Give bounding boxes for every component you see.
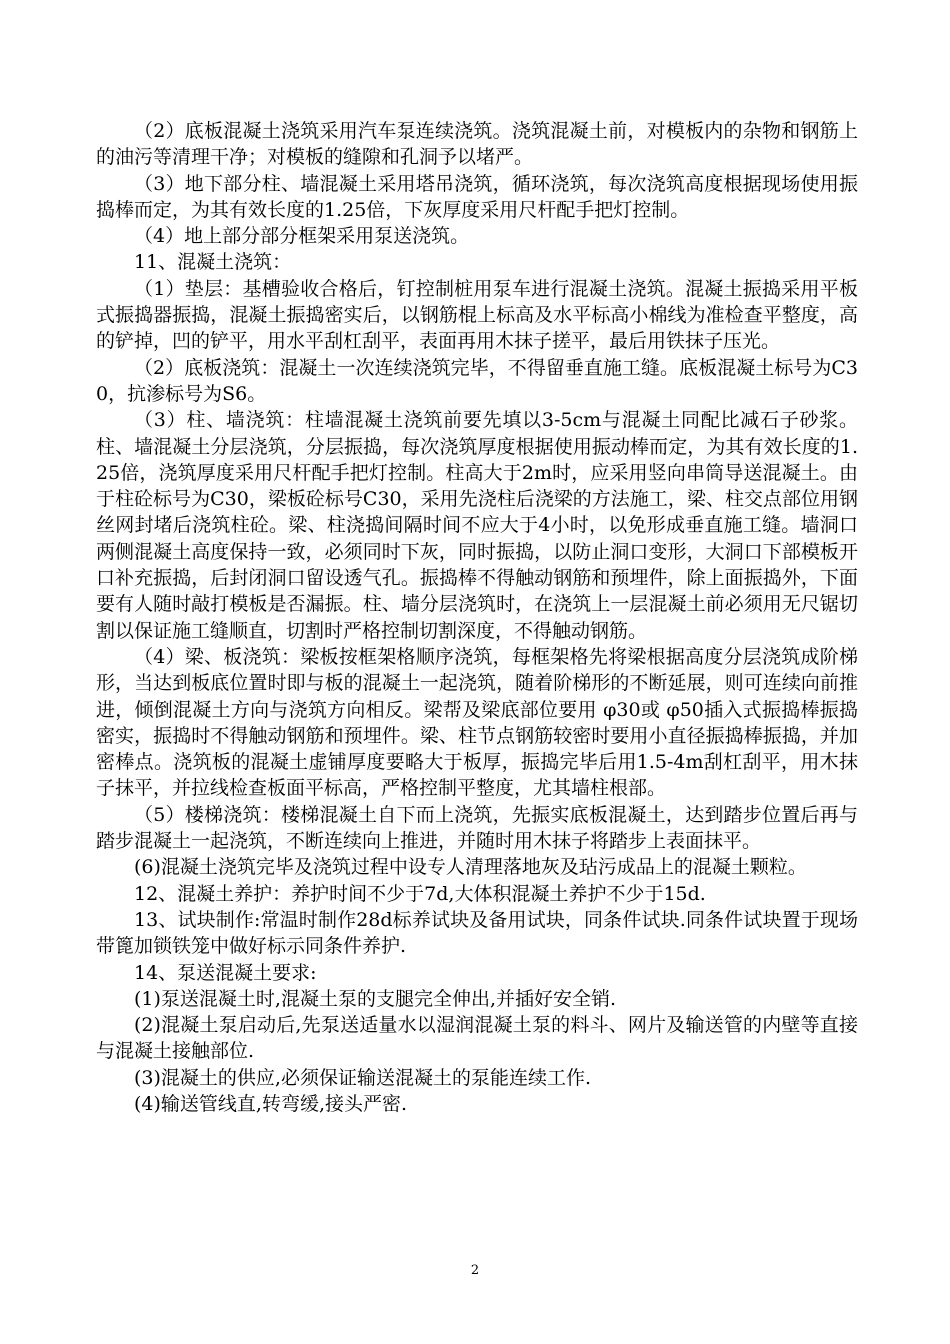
paragraph: （4）梁、板浇筑：梁板按框架格顺序浇筑，每框架格先将梁根据高度分层浇筑成阶梯形，当达到板底位置时即与板的混凝土一起浇筑，随着阶梯形的不断延展，则可连续向前推进，倾倒混凝土方向与浇筑方向相反。梁帮及梁底部位要用 φ30或 φ50插入式振捣棒振捣密实，振捣时不得触动钢筋和预埋件。梁、柱节点钢筋较密时要用小直径振捣棒振捣，并加密棒点。浇筑板的混凝土虚铺厚度要略大于板厚，振捣完毕后用1.5-4m刮杠刮平，用木抹子抹平，并拉线检查板面平标高，严格控制平整度，尤其墙柱根部。 bbox=[96, 645, 858, 800]
paragraph: （2）底板浇筑：混凝土一次连续浇筑完毕，不得留垂直施工缝。底板混凝土标号为C30，抗渗标号为S6。 bbox=[96, 356, 858, 405]
paragraph: （1）垫层：基槽验收合格后，钉控制桩用泵车进行混凝土浇筑。混凝土振捣采用平板式振捣器振捣，混凝土振捣密实后，以钢筋棍上标高及水平标高小棉线为准检查平整度，高的铲掉，凹的铲平，用水平刮杠刮平，表面再用木抹子搓平，最后用铁抹子压光。 bbox=[96, 277, 858, 353]
paragraph: (4)输送管线直,转弯缓,接头严密. bbox=[134, 1092, 408, 1115]
page-number: 2 bbox=[470, 1263, 480, 1278]
paragraph: （2）底板混凝土浇筑采用汽车泵连续浇筑。浇筑混凝土前，对模板内的杂物和钢筋上的油污等清理干净；对模板的缝隙和孔洞予以堵严。 bbox=[96, 120, 858, 169]
section-heading: 12、混凝土养护：养护时间不少于7d,大体积混凝土养护不少于15d. bbox=[134, 882, 706, 905]
paragraph: （3）地下部分柱、墙混凝土采用塔吊浇筑，循环浇筑，每次浇筑高度根据现场使用振捣棒而定，为其有效长度的1.25倍，下灰厚度采用尺杆配手把灯控制。 bbox=[96, 172, 858, 221]
paragraph: （4）地上部分部分框架采用泵送浇筑。 bbox=[134, 225, 470, 248]
section-heading: 11、混凝土浇筑： bbox=[134, 251, 292, 274]
body-text bbox=[96, 118, 858, 1117]
paragraph: (2)混凝土泵启动后,先泵送适量水以湿润混凝土泵的料斗、网片及输送管的内壁等直接与混凝土接触部位. bbox=[96, 1014, 858, 1063]
paragraph: （5）楼梯浇筑：楼梯混凝土自下而上浇筑，先振实底板混凝土，达到踏步位置后再与踏步混凝土一起浇筑，不断连续向上推进，并随时用木抹子将踏步上表面抹平。 bbox=[96, 803, 858, 853]
paragraph: （3）柱、墙浇筑：柱墙混凝土浇筑前要先填以3-5cm与混凝土同配比减石子砂浆。柱、墙混凝土分层浇筑，分层振捣，每次浇筑厚度根据使用振动棒而定，为其有效长度的1.25倍，浇筑厚度采用尺杆配手把灯控制。柱高大于2m时，应采用竖向串筒导送混凝土。由于柱砼标号为C30，梁板砼标号C30，采用先浇柱后浇梁的方法施工，梁、柱交点部位用钢丝网封堵后浇筑柱砼。梁、柱浇捣间隔时间不应大于4小时，以免形成垂直施工缝。墙洞口两侧混凝土高度保持一致，必须同时下灰，同时振捣，以防止洞口变形，大洞口下部模板开口补充振捣，后封闭洞口留设透气孔。振捣棒不得触动钢筋和预埋件，除上面振捣外，下面要有人随时敲打模板是否漏振。柱、墙分层浇筑时，在浇筑上一层混凝土前必须用无尺锯切割以保证施工缝顺直，切割时严格控制切割深度，不得触动钢筋。 bbox=[96, 409, 858, 642]
section-heading: 14、泵送混凝土要求: bbox=[134, 961, 317, 984]
paragraph: (3)混凝土的供应,必须保证输送混凝土的泵能连续工作. bbox=[134, 1066, 591, 1089]
paragraph: (1)泵送混凝土时,混凝土泵的支腿完全伸出,并插好安全销. bbox=[134, 987, 617, 1010]
section-heading: 13、试块制作:常温时制作28d标养试块及备用试块，同条件试块.同条件试块置于现场带篦加锁铁笼中做好标示同条件养护. bbox=[96, 908, 858, 958]
paragraph: (6)混凝土浇筑完毕及浇筑过程中设专人清理落地灰及玷污成品上的混凝土颗粒。 bbox=[134, 856, 807, 879]
